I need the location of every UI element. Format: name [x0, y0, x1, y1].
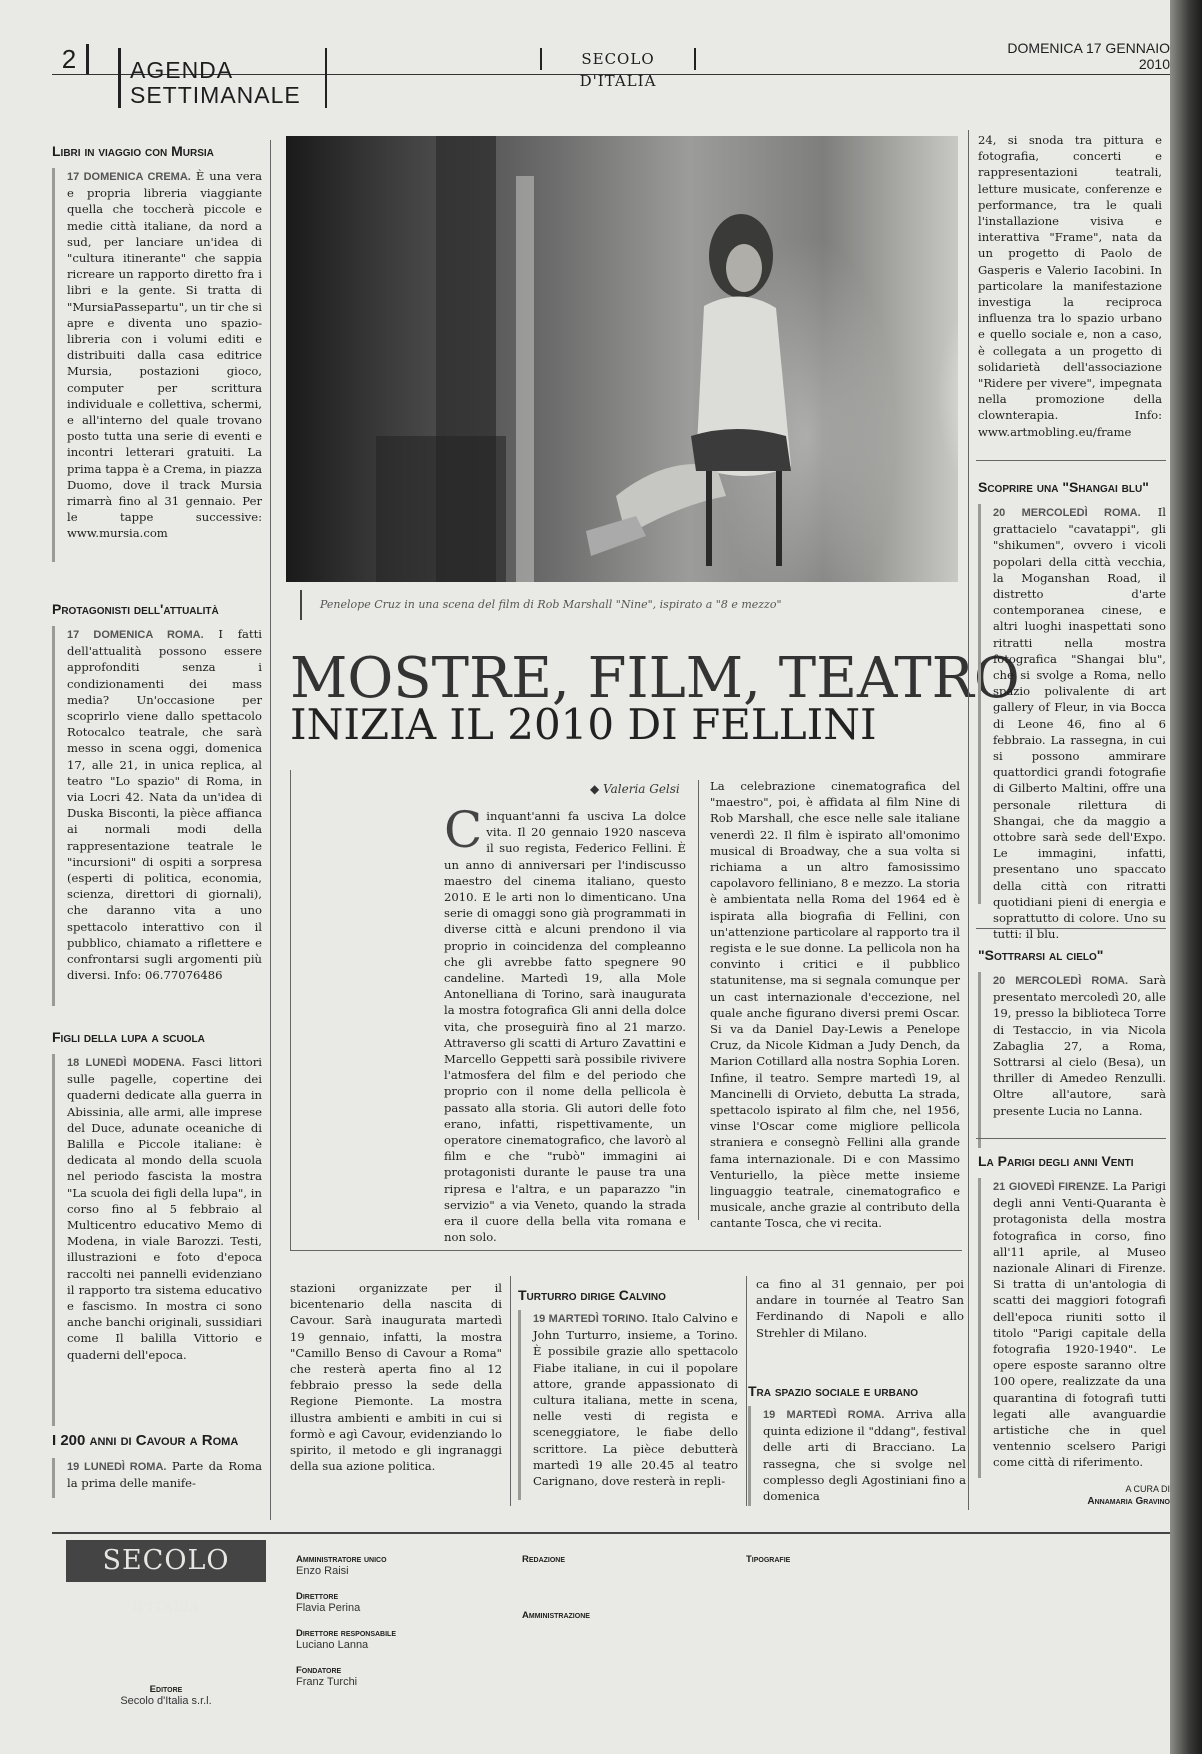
staff-label: Direttore	[296, 1591, 339, 1602]
item-body	[52, 1054, 262, 1426]
article-col-2	[710, 778, 960, 1231]
right-item-3	[978, 1152, 1166, 1478]
dropcap: C	[444, 801, 483, 859]
page-edge-shadow	[1170, 0, 1202, 1754]
article-text-1: inquant'anni fa usciva La dolce vita. Il 20 gennaio 1920 nasceva il suo regista, Federico Fellini. È un anno di anniversari per l'indiscusso maestro del cinema italiano, questo 2010. E le arti non lo dimenticano. Una serie di omaggi sono già programmati in diverse città e alcuni prendono il via proprio in coincidenza del compleanno che gli avrebbe fatto spegnere 90 candeline. Martedì 19, alla Mole Antonelliana di Torino, sarà inaugurata la mostra fotografica Gli anni della dolce vita, che proseguirà fino al 21 marzo. Attraverso gli scatti di Arturo Zavattini e Marcello Geppetti sarà possibile rivivere l'atmosfera del film e del periodo che proprio con il nome della pellicola è passato alla storia. Gli autori delle foto erano, infatti, rispettivamente, un operatore cinematografico, che lavorò al film e che "rubò" immagini ai protagonisti durante le pause tra una ripresa e l'altra, e un paparazzo "in servizio" a via Veneto, quando la strada era il cuore della bella vita romana e non solo.	[444, 809, 686, 1245]
staff-label: Direttore responsabile	[296, 1628, 396, 1639]
staff-value: Flavia Perina	[296, 1602, 361, 1614]
item-text: È una vera e propria libreria viaggiante quella che toccherà piccole e medie città italiane, da nord a sud, per lanciare un'idea di "cultura itinerante" che sappia ricreare un rapporto diretto fra i libri e la gente. Si tratta di "MursiaPassepartu", un tir che si apre e diventa uno spazio-libreria con i volumi editi e distribuiti dalla casa editrice Mursia, postazioni gioco, computer per scrittura individuale e collettiva, schermi, e all'interno del quale trovano posto tutta una serie di eventi e incontri letterari gratuiti. La prima tappa è a Crema, in piazza Duomo, dove il track Mursia rimarrà fino al 31 gennaio. Per le tappe successive: www.mursia.com	[67, 169, 263, 541]
item-lead: 19 MARTEDÌ ROMA.	[763, 1409, 885, 1421]
left-item-1	[52, 142, 262, 562]
column-rule	[968, 130, 969, 1510]
item-title: "Sottrarsi al cielo"	[978, 947, 1104, 963]
section-rule	[976, 928, 1166, 929]
byline: ◆ Valeria Gelsi	[590, 782, 680, 796]
item-title: Libri in viaggio con Mursia	[52, 143, 214, 159]
item-body	[748, 1406, 966, 1506]
item-lead: 20 MERCOLEDÌ ROMA.	[993, 507, 1141, 519]
footer-rule	[52, 1532, 1170, 1534]
item-text: La Parigi degli anni Venti-Quaranta è protagonista della mostra fotografica in corso, fino all'11 aprile, al Museo nazionale Alinari di Firenze. Si tratta di un'antologia di scatti dei maggiori fotografi dell'epoca riuniti sotto il titolo "Parigi capitale della fotografia 1920-1940". Le opere esposte saranno oltre 100 opere, realizzate da una quarantina di fotografi tutti legati alle avanguardie artistiche che in quel ventennio scelsero Parigi come città di riferimento.	[993, 1179, 1166, 1470]
item-title: Scoprire una "Shangai blu"	[978, 479, 1149, 495]
item-lead: 17 DOMENICA ROMA.	[67, 629, 204, 641]
item-body	[978, 1178, 1166, 1478]
right-continued	[978, 132, 1162, 450]
column-rule	[746, 1276, 747, 1506]
item-title: Protagonisti dell'attualità	[52, 601, 219, 617]
staff-value: Franz Turchi	[296, 1676, 358, 1688]
issue-date: DOMENICA 17 GENNAIO 2010	[1007, 40, 1170, 72]
masthead-col-1b	[522, 1610, 722, 1621]
item-text: I fatti dell'attualità possono essere approfonditi senza i condizionamenti dei mass media? Un'occasione per scoprirlo viene dallo spettacolo Rotocalco teatrale, che sarà messo in scena oggi, domenica 17, alle 21, in unica replica, al teatro "Lo spazio" di Roma, in via Locri 42. Nata da un'idea di Duska Bisconti, la pièce affianca ai normali modi della rappresentazione teatrale le "incursioni" di ospiti a sorpresa (esperti di politica, economia, scienza, direttori di giornali), che daranno vita a uno spettacolo interattivo con il pubblico, chiamato a riflettere e confrontarsi sugli argomenti più diversi. Info: 06.77076486	[67, 627, 262, 983]
left-item-3	[52, 1028, 262, 1426]
editor-value: Secolo d'Italia s.r.l.	[120, 1695, 212, 1707]
staff-label: Fondatore	[296, 1665, 342, 1676]
byline-author: Valeria Gelsi	[603, 782, 680, 796]
item-lead: 17 DOMENICA CREMA.	[67, 171, 191, 183]
masthead-col-1	[522, 1554, 722, 1735]
item-text: Arriva alla quinta edizione il "ddang", festival delle arti di Bracciano. La rassegna, che si svolge nel complesso degli Agostiniani fino a domenica	[763, 1407, 966, 1504]
subheadline: INIZIA IL 2010 DI FELLINI	[290, 700, 877, 749]
item-lead: 21 GIOVEDÌ FIRENZE.	[993, 1181, 1109, 1193]
right-item-2	[978, 946, 1166, 1148]
staff-block	[296, 1665, 496, 1688]
item-title: Turturro dirige Calvino	[518, 1287, 666, 1303]
column-rule	[698, 780, 699, 1220]
section-title-line1: AGENDA	[130, 57, 234, 83]
article-photo	[286, 136, 958, 582]
section-rule	[976, 1138, 1166, 1139]
article-frame-bottom	[290, 1250, 962, 1251]
article-frame-left	[290, 770, 291, 1250]
item-title: Figli della lupa a scuola	[52, 1029, 205, 1045]
masthead-col-3	[976, 1554, 1162, 1734]
item-text: Italo Calvino e John Turturro, insieme, a Torino. È possibile grazie allo spettacolo Fiabe italiane, in cui il popolare attore, grande appassionato di cultura italiana, mette in scena, nelle vesti di regista e sceneggiatore, le fiabe dello scrittore. La pièce debutterà martedì 19 alle 20.45 al teatro Carignano, dove resterà in repli-	[533, 1311, 738, 1489]
article-col-1	[444, 801, 686, 1245]
item-lead: 19 MARTEDÌ TORINO.	[533, 1313, 648, 1325]
photo-caption: Penelope Cruz in una scena del film di Rob Marshall "Nine", ispirato a "8 e mezzo"	[320, 598, 782, 611]
cavour-continued	[290, 1280, 502, 1500]
headline: MOSTRE, FILM, TEATRO	[290, 646, 1020, 711]
item-body	[52, 1458, 262, 1498]
item-lead: 18 LUNEDÌ MODENA.	[67, 1057, 185, 1069]
turturro-cont-text: ca fino al 31 gennaio, per poi andare in tournée al Teatro San Ferdinando di Napoli e allo Strehler di Milano.	[756, 1277, 964, 1340]
masthead-logo	[66, 1540, 266, 1615]
section-rule	[976, 460, 1166, 461]
col-text	[976, 1554, 1162, 1734]
col-label: Tipografie	[746, 1554, 791, 1565]
turturro-continued	[756, 1276, 964, 1342]
item-title: La Parigi degli anni Venti	[978, 1153, 1134, 1169]
section-title-line2: SETTIMANALE	[130, 82, 301, 108]
left-item-4	[52, 1432, 262, 1498]
item-text: Sarà presentato mercoledì 20, alle 19, presso la biblioteca Torre di Testaccio, in via Nicola Zabaglia 27, a Roma, Sottrarsi al cielo (Besa), un thriller di Amedeo Renzulli. Oltre all'autore, sarà presente Lucia no Lanna.	[993, 973, 1167, 1118]
staff-block	[296, 1628, 496, 1651]
column-rule	[510, 1276, 511, 1506]
photo-illustration	[286, 136, 958, 582]
col-text	[746, 1565, 956, 1735]
column-rule	[270, 140, 271, 1520]
logo-main: SECOLO	[102, 1545, 230, 1576]
item-title: Tra spazio sociale e urbano	[748, 1383, 919, 1399]
item-text: Il grattacielo "cavatappi", gli "shikumen", ovvero i vicoli popolari della città vecchia, la Moganshan Road, il distretto d'arte contemporanea cinese, e altri luoghi inaspettati sono ritratti nella mostra fotografica "Shangai blu", che si svolge a Roma, nello spazio polivalente di art gallery of Fleur, in via Bocca di Leone 46, fino al 6 febbraio. La rassegna, in cui si possono ammirare quattordici grandi fotografie di Gilberto Maltini, offre una personale rilettura di Shangai, che da maggio a ottobre sarà sede dell'Expo. Le immagini, infatti, presentano uno spaccato della città con ritratti quotidiani pieni di energia e soprattutto di colore. Uno su tutti: il blu.	[993, 505, 1167, 942]
staff-block	[296, 1554, 496, 1577]
article-text-2: La celebrazione cinematografica del "maestro", poi, è affidata al film Nine di Rob Marshall, che esce nelle sale italiane venerdì 22. Il film è ispirato all'omonimo musical di Broadway, che a sua volta si richiama a un altro famosissimo capolavoro felliniano, 8 e mezzo. La storia è ambientata nella Roma del 1964 ed è ispirata alla biografia di Fellini, con un'attenzione particolare al rapporto tra il regista e le sue donne. La pellicola non ha convinto i critici e il pubblico statunitense, ma si segnala comunque per un cast internazionale d'eccezione, nel quale anche figurano diversi premi Oscar. Si va da Daniel Day-Lewis a Penelope Cruz, da Nicole Kidman a Judy Dench, da Marion Cotillard alla nostra Sophia Loren. Infine, il teatro. Sempre martedì 19, al Mancinelli di Orvieto, debutta La strada, spettacolo ispirato al film che, nel 1956, vinse l'Oscar come migliore pellicola straniera e consegnò Fellini alla grande fama internazionale. Di e con Massimo Venturiello, la pièce mette insieme linguaggio teatrale, cinematografico e musicale, anche grazie al contributo della cantante Tosca, che vi recita.	[710, 779, 960, 1231]
logo-small: D'ITALIA	[132, 1600, 200, 1615]
item-body	[52, 168, 262, 562]
turturro-item	[518, 1286, 738, 1500]
masthead-col-2	[746, 1554, 956, 1735]
masthead-small-print	[66, 1592, 266, 1682]
item-body	[518, 1310, 738, 1500]
page-number: 2	[52, 44, 89, 74]
item-lead: 20 MERCOLEDÌ ROMA.	[993, 975, 1129, 987]
right-item-1	[978, 478, 1167, 942]
curated-by-label: A CURA DI	[1125, 1484, 1170, 1494]
caption-marker	[300, 590, 302, 620]
paper-name: SECOLO D'ITALIA	[540, 48, 696, 70]
item-text: Fasci littori sulle pagelle, copertine dei quaderni dedicate alla guerra in Abissinia, alle armi, alle imprese del Duce, adunate oceaniche di Balilla e Piccole italiane: è dedicata al mondo della scuola nel periodo fascista la mostra "La scuola dei figli della lupa", in corso fino al 5 febbraio al Multicentro educativo Memo di Modena, in viale Barozzi. Testi, illustrazioni e foto d'epoca raccolti nei pannelli evidenziano il rapporto tra sistema educativo e fascismo. In mostra ci sono anche banchi originali, sussidiari come Il balilla Vittorio e quaderni dell'epoca.	[67, 1055, 262, 1362]
item-body	[978, 504, 1167, 942]
col-text	[522, 1565, 722, 1735]
spazio-item	[748, 1382, 966, 1506]
editor-label: Editore	[149, 1684, 183, 1695]
staff-block	[296, 1591, 496, 1614]
masthead-staff	[296, 1554, 496, 1688]
item-text: Parte da Roma la prima delle manife-	[67, 1459, 263, 1491]
right-cont-text: 24, si snoda tra pittura e fotografia, concerti e rappresentazioni teatrali, letture musicate, conferenze e performance, tra le quali l'installazione visiva e interattiva "Frame", nata da un progetto di Paolo de Gasperis e Valerio Iacobini. In particolare la manifestazione investiga la reciproca influenza tra lo spazio urbano e quello sociale e, non a caso, è collegata a un progetto di solidarietà dell'associazione "Ridere per vivere", impegnata nella promozione della clownterapia. Info: www.artmobling.eu/frame	[978, 133, 1162, 439]
staff-label: Amministratore unico	[296, 1554, 387, 1565]
masthead-editor	[66, 1684, 266, 1707]
item-body	[978, 972, 1166, 1148]
curated-by-name: Annamaria Gravino	[1087, 1496, 1170, 1507]
item-lead: 19 LUNEDÌ ROMA.	[67, 1461, 167, 1473]
cavour-text: stazioni organizzate per il bicentenario della nascita di Cavour. Sarà inaugurata martedì 19 gennaio, infatti, la mostra "Camillo Benso di Cavour a Roma" che resterà aperta fino al 12 febbraio presso la sede della Regione Piemonte. La mostra illustra ambienti e ambiti in cui si formò e agì Cavour, evidenziando lo spirito, il metodo e gli ingranaggi della sua azione politica.	[290, 1281, 502, 1474]
left-item-2	[52, 600, 262, 1006]
item-title: I 200 anni di Cavour a Roma	[52, 1432, 239, 1449]
col-label: Redazione	[522, 1554, 566, 1565]
staff-value: Luciano Lanna	[296, 1639, 369, 1651]
col-label: Amministrazione	[522, 1610, 590, 1621]
item-body	[52, 626, 262, 1006]
staff-value: Enzo Raisi	[296, 1565, 349, 1577]
